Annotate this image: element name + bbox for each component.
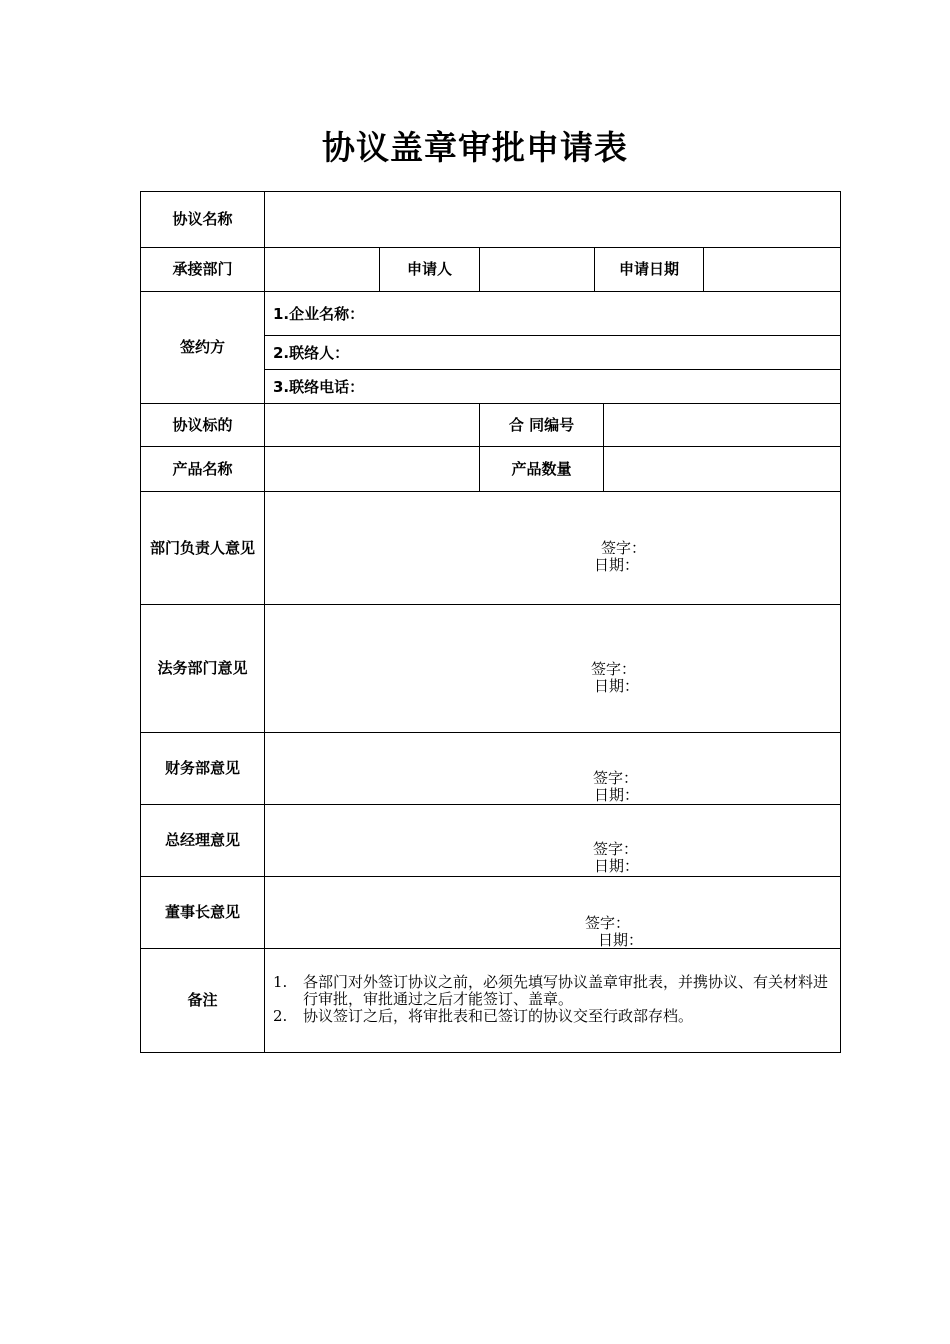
date-label: 日期： (598, 931, 644, 949)
product-name-label: 产品名称 (141, 447, 265, 492)
date-label: 日期： (594, 857, 640, 875)
remark-item: 各部门对外签订协议之前，必须先填写协议盖章审批表，并携协议、有关材料进行审批，审批通过之后才能签订、盖章。 (303, 973, 829, 1008)
opinion-field[interactable] (265, 492, 841, 605)
sign-label: 签字： (585, 914, 631, 932)
date-label: 日期： (594, 556, 640, 574)
opinion-label: 部门负责人意见 (141, 492, 265, 605)
product-qty-label: 产品数量 (480, 447, 604, 492)
applicant-label: 申请人 (380, 248, 480, 292)
contract-no-label: 合 同编号 (480, 404, 604, 447)
product-qty-field[interactable] (604, 447, 841, 492)
opinion-label: 财务部意见 (141, 733, 265, 805)
sign-label: 签字： (591, 660, 637, 678)
opinion-field[interactable] (265, 733, 841, 805)
remark-item: 协议签订之后，将审批表和已签订的协议交至行政部存档。 (303, 1007, 694, 1025)
agreement-name-field[interactable] (265, 192, 841, 248)
date-label: 日期： (594, 786, 640, 804)
apply-date-field[interactable] (704, 248, 841, 292)
company-name-field[interactable]: 1.企业名称： (265, 292, 841, 336)
opinion-label: 法务部门意见 (141, 605, 265, 733)
phone-field[interactable]: 3.联络电话： (265, 370, 841, 404)
subject-label: 协议标的 (141, 404, 265, 447)
opinion-field[interactable] (265, 605, 841, 733)
product-name-field[interactable] (265, 447, 480, 492)
approval-form-table (140, 191, 841, 1053)
date-label: 日期： (594, 677, 640, 695)
department-field[interactable] (265, 248, 380, 292)
signing-party-label: 签约方 (141, 292, 265, 404)
page-title: 协议盖章审批申请表 (322, 128, 628, 167)
opinion-field[interactable] (265, 877, 841, 949)
sign-label: 签字： (593, 840, 639, 858)
department-label: 承接部门 (141, 248, 265, 292)
sign-label: 签字： (593, 769, 639, 787)
subject-field[interactable] (265, 404, 480, 447)
remarks-content (265, 949, 841, 1053)
applicant-field[interactable] (480, 248, 595, 292)
opinion-label: 总经理意见 (141, 805, 265, 877)
sign-label: 签字： (601, 539, 647, 557)
remarks-list (265, 974, 840, 1025)
opinion-label: 董事长意见 (141, 877, 265, 949)
contact-field[interactable]: 2.联络人： (265, 336, 841, 370)
remarks-label: 备注 (141, 949, 265, 1053)
contract-no-field[interactable] (604, 404, 841, 447)
apply-date-label: 申请日期 (595, 248, 704, 292)
agreement-name-label: 协议名称 (141, 192, 265, 248)
opinion-field[interactable] (265, 805, 841, 877)
